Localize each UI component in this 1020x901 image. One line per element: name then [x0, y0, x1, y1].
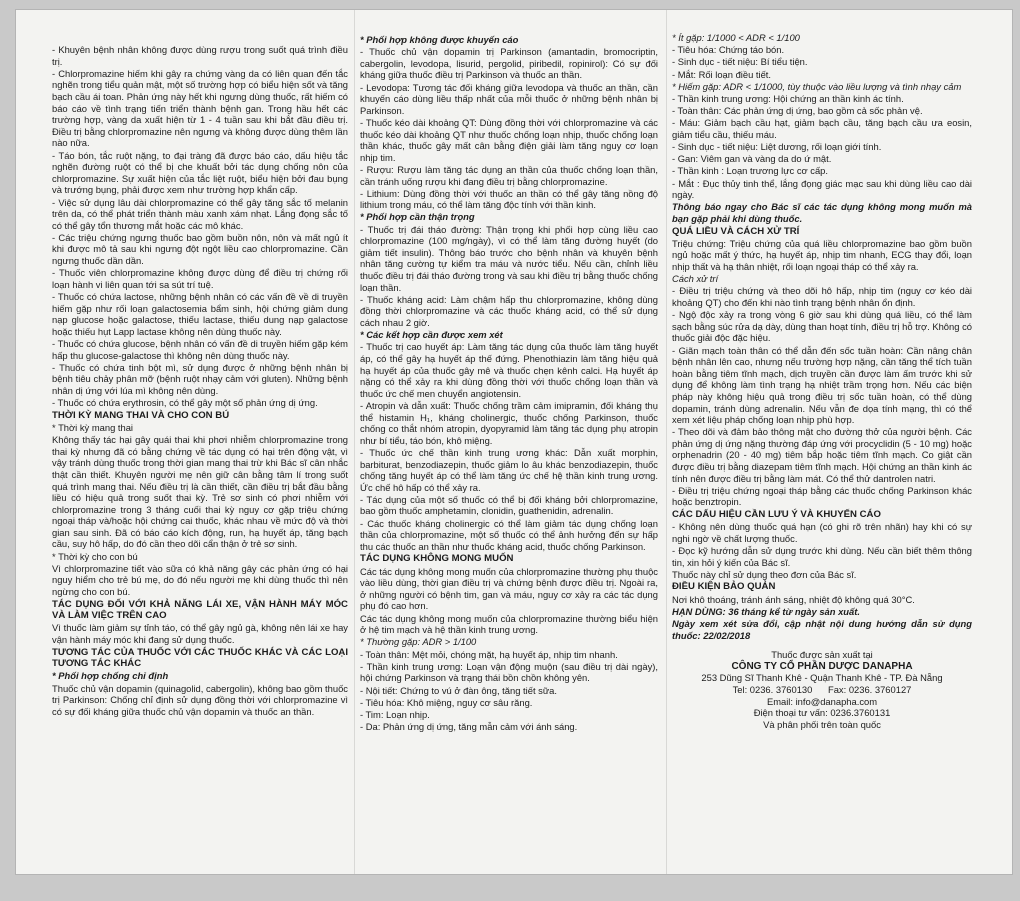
- paragraph: * Thời kỳ mang thai: [52, 421, 134, 433]
- paragraph: Vì chlorpromazine tiết vào sữa có khả năng gây các phản ứng có hại nguy hiểm cho trẻ bú mẹ, do đó nếu người mẹ khi dùng thuốc thì nên ngừng cho con bú.: [52, 562, 348, 598]
- italic-label: * Ít gặp: 1/1000 < ADR < 1/100: [672, 32, 800, 43]
- paragraph: - Sinh dục - tiết niệu: Liệt dương, rối loạn giới tính.: [672, 141, 882, 153]
- company-tel-fax: Tel: 0236. 3760130 Fax: 0236. 3760127: [732, 683, 912, 695]
- paragraph: - Nội tiết: Chứng to vú ở đàn ông, tăng tiết sữa.: [360, 684, 557, 696]
- paragraph: - Rượu: Rượu làm tăng tác dụng an thần của thuốc chống loạn thần, cần tránh uống rượu khi đang điều trị bằng chlorpromazine.: [360, 163, 658, 187]
- paragraph: - Thuốc có chứa lactose, những bệnh nhân có các vấn đề về di truyền hiếm gặp như rối loạn galactosemia bẩm sinh, hội chứng giảm dung nạp glucose hoặc galactose, thiếu lactase, thiếu dung nạp galactose hoặc thiếu hụt Lapp lactase không nên dùng thuốc này.: [52, 291, 348, 337]
- paragraph: - Lithium: Dùng đồng thời với thuốc an thần có thể gây tăng nồng độ lithium trong máu, có thể làm tăng độc tính với thần kinh.: [360, 187, 658, 211]
- paragraph: - Toàn thân: Các phản ứng dị ứng, bao gồm cả sốc phản vệ.: [672, 105, 923, 117]
- subsection-heading: * Phối hợp không được khuyến cáo: [360, 34, 519, 45]
- company-distribution: Và phân phối trên toàn quốc: [763, 718, 881, 730]
- paragraph: - Thuốc kháng acid: Làm chậm hấp thu chlorpromazine, không dùng đồng thời chlorpromazine và các thuốc kháng acid, có thể sử dụng cách nhau 2 giờ.: [360, 293, 658, 328]
- notice-text: Thông báo ngay cho Bác sĩ các tác dụng không mong muốn mà bạn gặp phải khi dùng thuốc.: [672, 201, 972, 225]
- paragraph: - Thuốc chủ vận dopamin trị Parkinson (amantadin, bromocriptin, cabergolin, levodopa, lisurid, pergolid, piribedil, ropinirol): Có sự đối kháng giữa thuốc điều trị Parkinson và thuốc an thần.: [360, 46, 658, 81]
- fold-line: [354, 10, 355, 874]
- paragraph: Vì thuốc làm giảm sự tỉnh táo, có thể gây ngủ gà, không nên lái xe hay vận hành máy móc khi đang sử dụng thuốc.: [52, 622, 348, 645]
- paragraph: - Gan: Viêm gan và vàng da do ứ mật.: [672, 153, 832, 165]
- section-heading: THỜI KỲ MANG THAI VÀ CHO CON BÚ: [52, 409, 230, 421]
- column-3-body: [672, 32, 972, 641]
- section-heading: TÁC DỤNG KHÔNG MONG MUỐN: [360, 553, 514, 565]
- paragraph: Triệu chứng: Triệu chứng của quá liều chlorpromazine bao gồm buồn ngủ hoặc mất ý thức, hạ huyết áp, nhịp tim nhanh, ECG thay đổi, loạn nhịp thất và hạ thân nhiệt, rối loạn ngoại tháp có thể xảy ra.: [672, 237, 972, 272]
- paragraph: - Thần kinh : Loạn trương lực cơ cấp.: [672, 165, 828, 177]
- paragraph: - Theo dõi và đảm bảo thông mật cho đường thở của người bệnh. Các phản ứng dị ứng nặng thường đáp ứng với procyclidin (5 - 10 mg) hoặc orphenadrin (20 - 40 mg) tiêm bắp hoặc tiêm tĩnh mạch. Co giật cần được điều trị bằng diazepam tiêm tĩnh mạch. Hội chứng an thần kinh ác tính nên được điều trị bằng làm mát. Có thể thử dantrolen natri.: [672, 426, 972, 484]
- paragraph: - Chlorpromazine hiếm khi gây ra chứng vàng da có liên quan đến tắc nghẽn trong tiểu quản mật, một số trường hợp có biểu hiện sốt và tăng bạch cầu ái toan. Phản ứng này hết khi ngưng dùng thuốc, rất hiếm có báo cáo về tình trạng tiến triển thành bệnh gan. Trong hầu hết các trường hợp, vàng da xuất hiện từ 1 - 4 tuần sau khi bắt đầu điều trị. Điều trị bằng chlorpromazine nên ngưng và không được dùng thêm lần nào nữa.: [52, 67, 348, 149]
- italic-label: * Thường gặp: ADR > 1/100: [360, 636, 477, 648]
- paragraph: - Thuốc trị cao huyết áp: Làm tăng tác dụng của thuốc làm tăng huyết áp, có thể gây hạ huyết áp thế đứng. Phenothiazin làm tăng hiệu quả hạ huyết áp của thuốc gây mê và thuốc chẹn kênh calci. Hạ huyết áp nặng có thể xảy ra khi dùng đồng thời với thuốc chống loạn thần và thuốc ức chế men chuyển angiotensin.: [360, 341, 658, 399]
- fold-line: [666, 10, 667, 874]
- company-email: Email: info@danapha.com: [766, 695, 878, 707]
- paragraph: Nơi khô thoáng, tránh ánh sáng, nhiệt độ không quá 30°C.: [672, 593, 915, 605]
- paragraph: - Điều trị triệu chứng ngoại tháp bằng các thuốc chống Parkinson khác hoặc benztropin.: [672, 484, 972, 508]
- section-heading: CÁC DẤU HIỆU CẦN LƯU Ý VÀ KHUYẾN CÁO: [672, 509, 881, 521]
- paragraph: - Máu: Giảm bạch cầu hạt, giảm bạch cầu, tăng bạch cầu ưa eosin, giảm tiểu cầu, thiếu máu.: [672, 117, 972, 140]
- column-2: [360, 34, 658, 868]
- paragraph: - Giãn mạch toàn thân có thể dẫn đến sốc tuần hoàn: Cần nâng chân bệnh nhân lên cao, nhưng nếu trường hợp nặng, cần tăng thể tích tuần hoàn bằng tiêm tĩnh mạch, dịch truyền cần được làm ấm trước khi sử dụng để không làm tình trạng hạ nhiệt trầm trọng hơn. Nếu các biện pháp này không hiệu quả trong điều trị sốc tuần hoàn, có thể dùng dopamin, tránh dùng adrenalin. Nếu vẫn đe dọa tính mạng, thì có thể xem xét liệu pháp chống loạn nhịp phù hợp.: [672, 344, 972, 426]
- leaflet-sheet: [16, 10, 1012, 874]
- manufacturer-block: [672, 649, 972, 730]
- section-heading: QUÁ LIỀU VÀ CÁCH XỬ TRÍ: [672, 225, 800, 237]
- company-hotline: Điện thoại tư vấn: 0236.3760131: [753, 707, 891, 719]
- section-heading: ĐIỀU KIỆN BẢO QUẢN: [672, 581, 776, 593]
- subsection-heading: * Phối hợp cần thận trọng: [360, 211, 475, 223]
- paragraph: - Các thuốc kháng cholinergic có thể làm giảm tác dụng chống loạn thần của chlorpromazine, một số thuốc có thể ảnh hưởng đến sự hấp thu các thuốc an thần như thuốc kháng acid, thuốc chống Parkinson.: [360, 517, 658, 552]
- paragraph: - Thuốc viên chlorpromazine không được dùng để điều trị chứng rối loạn hành vi liên quan tới sa sút trí tuệ.: [52, 267, 348, 290]
- paragraph: - Tiêu hóa: Chứng táo bón.: [672, 44, 785, 56]
- paragraph: - Levodopa: Tương tác đối kháng giữa levodopa và thuốc an thần, cần khuyến cáo dùng liều thấp nhất của mỗi thuốc ở những bệnh nhân bị Parkinson.: [360, 81, 658, 116]
- company-address: 253 Dũng Sĩ Thanh Khê - Quận Thanh Khê - TP. Đà Nẵng: [701, 672, 943, 684]
- notice-text: Ngày xem xét sửa đổi, cập nhật nội dung hướng dẫn sử dụng thuốc: 22/02/2018: [672, 617, 972, 641]
- paragraph: - Sinh dục - tiết niệu: Bí tiểu tiện.: [672, 56, 808, 68]
- paragraph: - Tác dụng của một số thuốc có thể bị đối kháng bởi chlorpromazine, bao gồm thuốc amphetamin, clonidin, guathenidin, adrenalin.: [360, 493, 658, 517]
- subsection-heading: * Phối hợp chống chỉ định: [52, 670, 169, 682]
- paragraph: - Việc sử dụng lâu dài chlorpromazine có thể gây tăng sắc tố melanin trên da, có thể phát triển thành màu xanh xám nhạt. Lắng đọng sắc tố có thể gây tổn thương mắt hoặc các mô khác.: [52, 196, 348, 231]
- paragraph: Không thấy tác hại gây quái thai khi phơi nhiễm chlorpromazine trong thai kỳ nhưng đã có bằng chứng về tác dụng có hại trên động vật, vì vậy tránh dùng thuốc trong thời gian mang thai trừ khi Bác sĩ cân nhắc thật cần thiết. Khuyên người mẹ nên giữ cân bằng tâm lí trong suốt quá trình mang thai. Nếu điều trị là cần thiết, cần điều trị bắt đầu bằng liều có hiệu quả trong suốt thai kỳ. Trẻ sơ sinh có phơi nhiễm với chlorpromazine trong 3 tháng cuối thai kỳ nguy cơ gặp triệu chứng ngoại tháp và/hoặc hội chứng cai thuốc, khác nhau về mức độ và thời gian sau sinh. Đã có báo cáo kích động, run, hạ huyết áp, tăng bạch cầu, suy hô hấp, do đó cần theo dõi cẩn thận ở trẻ sơ sinh.: [52, 434, 348, 550]
- paragraph: - Không nên dùng thuốc quá hạn (có ghi rõ trên nhãn) hay khi có sự nghi ngờ về chất lượng thuốc.: [672, 521, 972, 544]
- paragraph: - Thuốc có chứa erythrosin, có thể gây một số phản ứng dị ứng.: [52, 397, 318, 409]
- manufacturer-intro: Thuốc được sản xuất tại: [771, 649, 873, 661]
- paragraph: - Thần kinh trung ương: Loạn vận động muộn (sau điều trị dài ngày), hội chứng Parkinson và trạng thái bồn chồn không yên.: [360, 660, 658, 684]
- paragraph: - Da: Phản ứng dị ứng, tăng mẫn cảm với ánh sáng.: [360, 721, 578, 733]
- paragraph: - Táo bón, tắc ruột nặng, to đại tràng đã được báo cáo, dấu hiệu tắc nghẽn đường ruột có thể bị che khuất bởi tác dụng chống nôn của chlorpromazine. Sự xuất hiện của tắc liệt ruột, biểu hiện bởi đau bụng và trướng bụng, phải được xem như trường hợp khẩn cấp.: [52, 149, 348, 196]
- paragraph: Thuốc này chỉ sử dụng theo đơn của Bác sĩ.: [672, 568, 857, 580]
- paragraph: - Thuốc có chứa glucose, bệnh nhân có vấn đề di truyền hiếm gặp kém hấp thu glucose-galactose thì không nên dùng thuốc này.: [52, 338, 348, 361]
- paragraph: - Khuyên bệnh nhân không được dùng rượu trong suốt quá trình điều trị.: [52, 44, 348, 67]
- column-3: [672, 32, 972, 868]
- paragraph: - Ngộ độc xảy ra trong vòng 6 giờ sau khi dùng quá liều, có thể làm sạch bằng súc rửa dạ dày, dùng than hoạt tính, điều trị hỗ trợ. Không có thuốc giải độc đặc hiệu.: [672, 309, 972, 344]
- paragraph: - Tiêu hóa: Khô miệng, nguy cơ sâu răng.: [360, 696, 533, 708]
- subsection-heading: HẠN DÙNG: 36 tháng kể từ ngày sản xuất.: [672, 605, 860, 617]
- paragraph: Các tác dụng không mong muốn của chlorpromazine thường biểu hiện ở hệ tim mạch và hệ thần kinh trung ương.: [360, 612, 658, 636]
- italic-label: Cách xử trí: [672, 273, 719, 285]
- paragraph: - Thuốc có chứa tinh bột mì, sử dụng được ở những bệnh nhân bị bệnh tiêu chảy phân mỡ (bệnh ruột nhạy cảm với gluten). Những bệnh nhân dị ứng với lúa mì không nên dùng.: [52, 361, 348, 396]
- paragraph: - Thuốc trị đái tháo đường: Thận trọng khi phối hợp cùng liều cao chlorpromazine (100 mg/ngày), vì có thể làm tăng đường huyết (do giảm tiết insulin). Thông báo trước cho bệnh nhân và khuyên bệnh nhân tăng cường tự kiểm tra máu và nước tiểu. Nếu cần, chỉnh liều thuốc điều trị đái tháo đường trong và sau khi điều trị bằng thuốc chống loạn thần.: [360, 223, 658, 293]
- paragraph: - Đọc kỹ hướng dẫn sử dụng trước khi dùng. Nếu cần biết thêm thông tin, xin hỏi ý kiến của Bác sĩ.: [672, 545, 972, 568]
- paragraph: - Thần kinh trung ương: Hội chứng an thần kinh ác tính.: [672, 92, 904, 104]
- paragraph: - Toàn thân: Mệt mỏi, chóng mặt, hạ huyết áp, nhịp tim nhanh.: [360, 648, 618, 660]
- paragraph: - Điều trị triệu chứng và theo dõi hô hấp, nhịp tim (nguy cơ kéo dài khoảng QT) cho đến khi nào tình trạng bệnh nhân ổn định.: [672, 285, 972, 308]
- section-heading: TƯƠNG TÁC CỦA THUỐC VỚI CÁC THUỐC KHÁC VÀ CÁC LOẠI TƯƠNG TÁC KHÁC: [52, 646, 348, 670]
- paragraph: Thuốc chủ vận dopamin (quinagolid, cabergolin), không bao gồm thuốc trị Parkinson: Chống chỉ định sử dụng đồng thời với chlorpromazine vì có sự đối kháng giữa thuốc chủ vận dopamin và thuốc an thần.: [52, 682, 348, 717]
- company-name: CÔNG TY CỔ PHẦN DƯỢC DANAPHA: [731, 660, 913, 672]
- subsection-heading: * Các kết hợp cần được xem xét: [360, 329, 503, 341]
- paragraph: - Tim: Loạn nhịp.: [360, 708, 430, 720]
- paragraph: - Thuốc ức chế thần kinh trung ương khác: Dẫn xuất morphin, barbiturat, benzodiazepin, thuốc giảm lo âu khác benzodiazepin, thuốc chống tăng huyết áp có thể làm tăng ức chế hệ thần kinh trung ương. Ức chế hô hấp có thể xảy ra.: [360, 446, 658, 493]
- section-heading: TÁC DỤNG ĐỐI VỚI KHẢ NĂNG LÁI XE, VẬN HÀNH MÁY MÓC VÀ LÀM VIỆC TRÊN CAO: [52, 598, 348, 622]
- italic-label: * Hiếm gặp: ADR < 1/1000, tùy thuộc vào liều lượng và tình nhạy cảm: [672, 80, 962, 92]
- paragraph: Các tác dụng không mong muốn của chlorpromazine thường phụ thuộc vào liều dùng, thời gian điều trị và chứng bệnh được điều trị. Ngoài ra, ở những người có bệnh tim, gan và máu, nguy cơ xảy ra các tác dụng phụ đó cao hơn.: [360, 565, 658, 612]
- paragraph: * Thời kỳ cho con bú: [52, 550, 138, 562]
- paragraph: - Mắt : Đục thủy tinh thể, lắng đọng giác mạc sau khi dùng liều cao dài ngày.: [672, 177, 972, 201]
- paragraph: - Atropin và dẫn xuất: Thuốc chống trầm cảm imipramin, đối kháng thụ thể histamin H₁, kháng cholinergic, thuốc chống Parkinson, thuốc chống co thắt nhóm atropin, dyopyramid làm tăng tác dụng phụ atropin như bí tiểu, táo bón, khô miệng.: [360, 399, 658, 446]
- paragraph: - Mắt: Rối loạn điều tiết.: [672, 68, 772, 80]
- paragraph: - Thuốc kéo dài khoảng QT: Dùng đồng thời với chlorpromazine và các thuốc kéo dài khoảng QT như thuốc chống loạn nhịp, thuốc chống loạn thần khác, thuốc gây mất cân bằng điện giải làm tăng nguy cơ loạn nhịp tim.: [360, 116, 658, 163]
- column-1: [52, 44, 348, 868]
- paragraph: - Các triệu chứng ngưng thuốc bao gồm buồn nôn, nôn và mất ngủ ít khi được mô tả sau khi ngưng đột ngột liều cao chlorpromazine. Cần ngưng thuốc dần dần.: [52, 231, 348, 267]
